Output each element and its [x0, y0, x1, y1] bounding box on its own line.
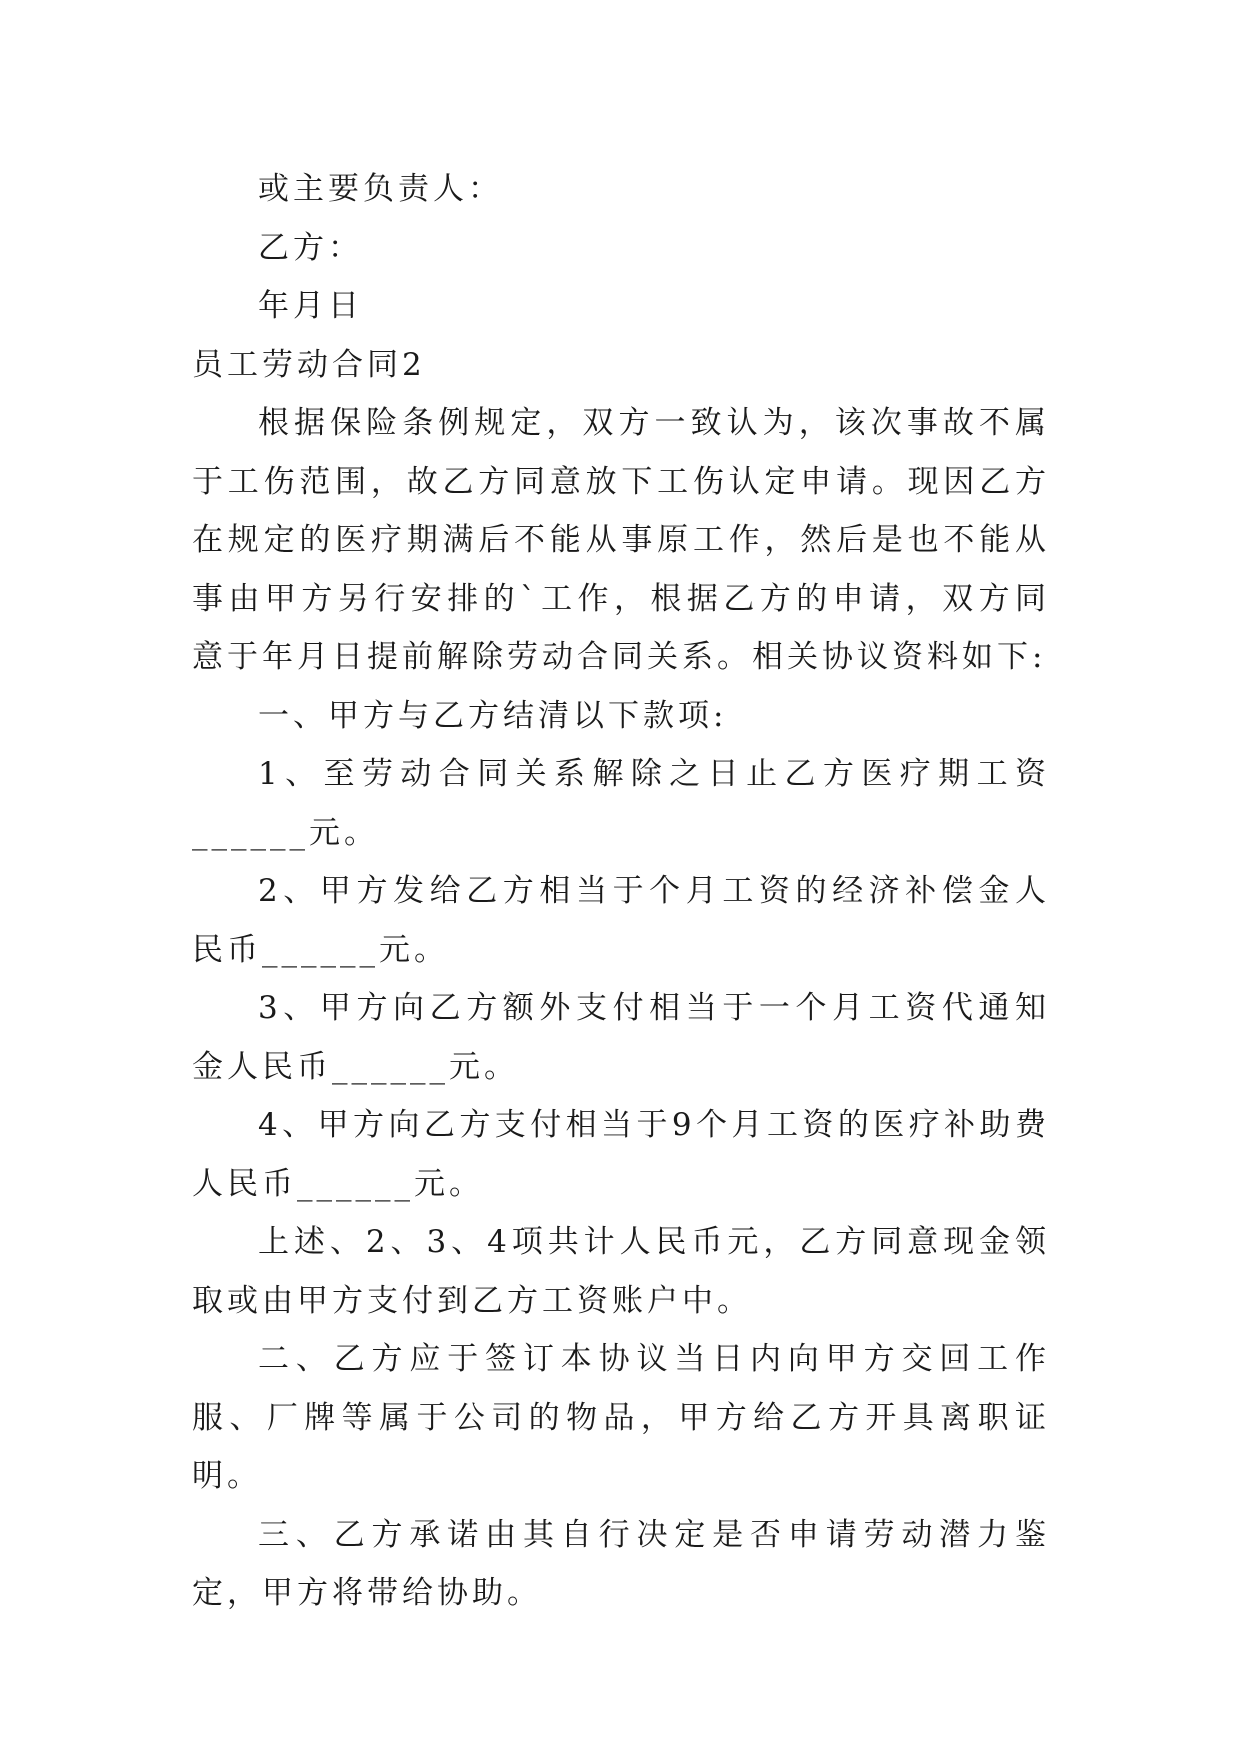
paragraph-item-2: 2、甲方发给乙方相当于个月工资的经济补偿金人民币______元。: [192, 873, 1050, 968]
paragraph-item-3: 3、甲方向乙方额外支付相当于一个月工资代通知金人民币______元。: [192, 990, 1050, 1085]
paragraph-intro: 根据保险条例规定，双方一致认为，该次事故不属于工伤范围，故乙方同意放下工伤认定申请。现因乙方在规定的医疗期满后不能从事原工作，然后是也不能从事由甲方另行安排的`工作，根据乙方的申请，双方同意于年月日提前解除劳动合同关系。相关协议资料如下:: [192, 405, 1050, 675]
signature-line-date: 年月日: [258, 288, 363, 324]
section-title: 员工劳动合同2: [192, 346, 426, 383]
paragraph-clause-3: 三、乙方承诺由其自行决定是否申请劳动潜力鉴定，甲方将带给协助。: [192, 1516, 1050, 1611]
paragraph-clause-1: 一、甲方与乙方结清以下款项:: [258, 697, 728, 734]
signature-line-principal: 或主要负责人：: [258, 171, 503, 207]
paragraph-item-1: 1、至劳动合同关系解除之日止乙方医疗期工资______元。: [192, 756, 1050, 851]
paragraph-clause-2: 二、乙方应于签订本协议当日内向甲方交回工作服、厂牌等属于公司的物品，甲方给乙方开具离职证明。: [192, 1341, 1050, 1494]
paragraph-item-4: 4、甲方向乙方支付相当于9个月工资的医疗补助费人民币______元。: [192, 1107, 1050, 1202]
paragraph-total: 上述、2、3、4项共计人民币元，乙方同意现金领取或由甲方支付到乙方工资账户中。: [192, 1224, 1050, 1319]
signature-line-party-b: 乙方：: [258, 229, 363, 266]
document-body: [192, 160, 1050, 1623]
